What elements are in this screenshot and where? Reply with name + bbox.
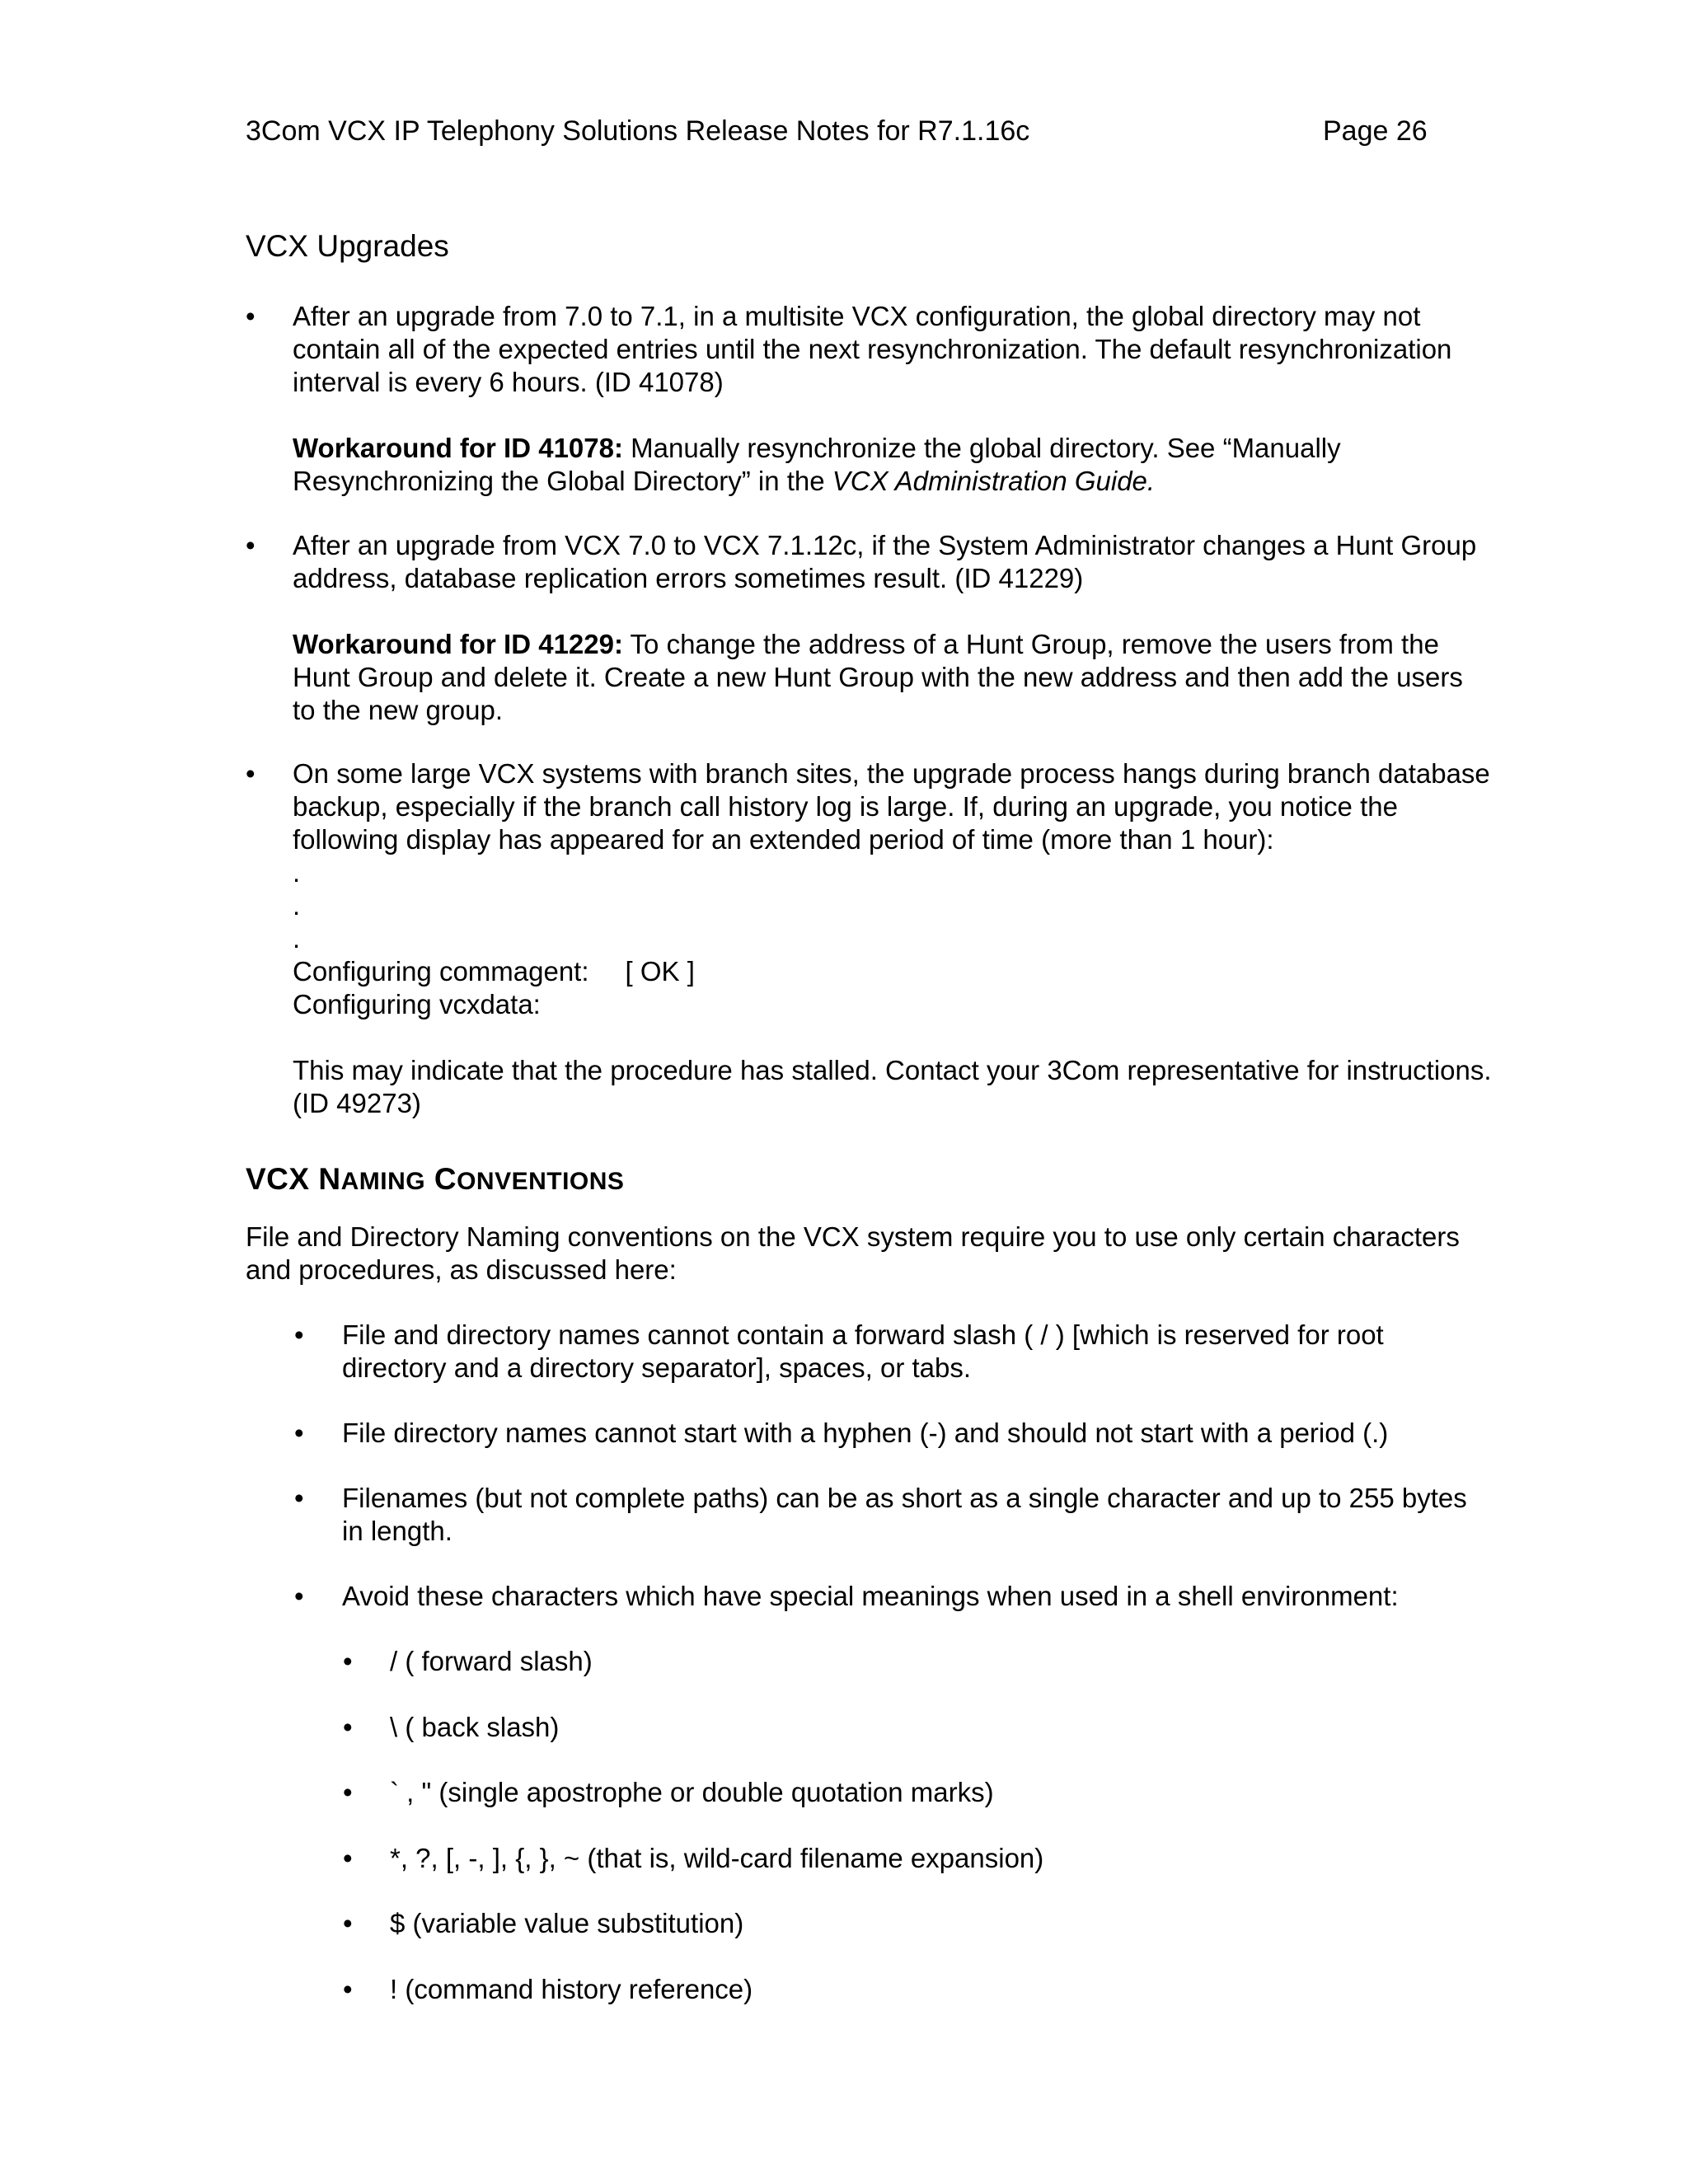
text-line: Hunt Group and delete it. Create a new Hunt Group with the new address and then add the users <box>293 662 1463 692</box>
bullet-marker: • <box>343 1777 353 1807</box>
text-line: address, database replication errors sometimes result. (ID 41229) <box>293 563 1084 593</box>
header-doc-title: 3Com VCX IP Telephony Solutions Release Notes for R7.1.16c <box>246 115 1030 147</box>
ellipsis-dot: . <box>293 857 301 888</box>
avoid-char-item: $ (variable value substitution) <box>390 1908 744 1938</box>
upgrade-item-1 <box>293 300 1451 498</box>
bullet-marker: • <box>343 1908 353 1938</box>
ellipsis-dot: . <box>293 923 301 954</box>
config-vcxdata-line: Configuring vcxdata: <box>293 989 541 1019</box>
text-line: Filenames (but not complete paths) can be as short as a single character and up to 255 bytes <box>342 1483 1467 1513</box>
avoid-char-item: \ ( back slash) <box>390 1712 560 1742</box>
avoid-char-item: ! (command history reference) <box>390 1974 753 2004</box>
text-line: After an upgrade from VCX 7.0 to VCX 7.1.12c, if the System Administrator changes a Hunt Group <box>293 530 1477 560</box>
upgrade-item-3 <box>293 757 1492 1120</box>
text-line: After an upgrade from 7.0 to 7.1, in a multisite VCX configuration, the global directory may not <box>293 301 1421 331</box>
workaround-41078 <box>293 432 1451 465</box>
text-line: On some large VCX systems with branch sites, the upgrade process hangs during branch database <box>293 758 1490 789</box>
naming-rule <box>342 1580 1399 1613</box>
naming-rule <box>342 1482 1467 1548</box>
heading-part: C <box>425 1162 457 1196</box>
naming-rule <box>342 1319 1384 1385</box>
workaround-text: Manually resynchronize the global directory. See “Manually <box>622 433 1341 463</box>
text-line: interval is every 6 hours. (ID 41078) <box>293 367 724 397</box>
heading-part: VCX N <box>246 1162 341 1196</box>
workaround-label: Workaround for ID 41078: <box>293 433 623 463</box>
text-line: Avoid these characters which have special meanings when used in a shell environment: <box>342 1581 1399 1611</box>
heading-part: ONVENTIONS <box>457 1168 625 1195</box>
text-line: File and Directory Naming conventions on the VCX system require you to use only certain characters <box>246 1221 1460 1252</box>
bullet-marker: • <box>246 301 256 331</box>
bullet-marker: • <box>246 530 256 560</box>
section-heading-naming-conventions <box>246 1162 624 1197</box>
bullet-marker: • <box>294 1581 304 1611</box>
bullet-marker: • <box>294 1483 304 1513</box>
upgrade-item-2 <box>293 529 1476 727</box>
bullet-marker: • <box>294 1418 304 1448</box>
text-line: File directory names cannot start with a hyphen (-) and should not start with a period (.) <box>342 1418 1389 1448</box>
avoid-char-item: / ( forward slash) <box>390 1646 593 1676</box>
avoid-char-item: ` , " (single apostrophe or double quotation marks) <box>390 1777 994 1807</box>
config-label: Configuring commagent: <box>293 956 589 987</box>
workaround-41229 <box>293 628 1476 661</box>
bullet-marker: • <box>343 1974 353 2004</box>
text-line: contain all of the expected entries until the next resynchronization. The default resynchronization <box>293 334 1452 364</box>
ellipsis-dot: . <box>293 890 301 921</box>
text-line: to the new group. <box>293 695 504 725</box>
guide-title: VCX Administration Guide. <box>832 466 1156 496</box>
text-line: following display has appeared for an extended period of time (more than 1 hour): <box>293 824 1274 855</box>
naming-intro <box>246 1221 1460 1286</box>
bullet-marker: • <box>294 1319 304 1350</box>
text-line: directory and a directory separator], spaces, or tabs. <box>342 1352 972 1383</box>
section-heading-vcx-upgrades: VCX Upgrades <box>246 229 449 263</box>
text-line: (ID 49273) <box>293 1088 421 1118</box>
bullet-marker: • <box>343 1712 353 1742</box>
text-line: File and directory names cannot contain a forward slash ( / ) [which is reserved for root <box>342 1319 1384 1350</box>
avoid-char-item: *, ?, [, -, ], {, }, ~ (that is, wild-card filename expansion) <box>390 1843 1044 1873</box>
workaround-41078-cont <box>293 465 1451 498</box>
text-line: in length. <box>342 1516 452 1546</box>
header-page-number: Page 26 <box>1323 115 1428 147</box>
workaround-label: Workaround for ID 41229: <box>293 629 623 659</box>
text-line: and procedures, as discussed here: <box>246 1254 677 1285</box>
heading-part: AMING <box>340 1168 426 1195</box>
config-status-ok: [ OK ] <box>625 956 695 987</box>
workaround-text: To change the address of a Hunt Group, remove the users from the <box>622 629 1439 659</box>
bullet-marker: • <box>246 758 256 789</box>
config-commagent-line <box>293 955 1492 988</box>
naming-rule <box>342 1417 1388 1450</box>
workaround-text: Resynchronizing the Global Directory” in the <box>293 466 832 496</box>
text-line: backup, especially if the branch call history log is large. If, during an upgrade, you notice the <box>293 791 1398 822</box>
text-line: This may indicate that the procedure has stalled. Contact your 3Com representative for instructions. <box>293 1055 1492 1085</box>
bullet-marker: • <box>343 1646 353 1676</box>
bullet-marker: • <box>343 1843 353 1873</box>
